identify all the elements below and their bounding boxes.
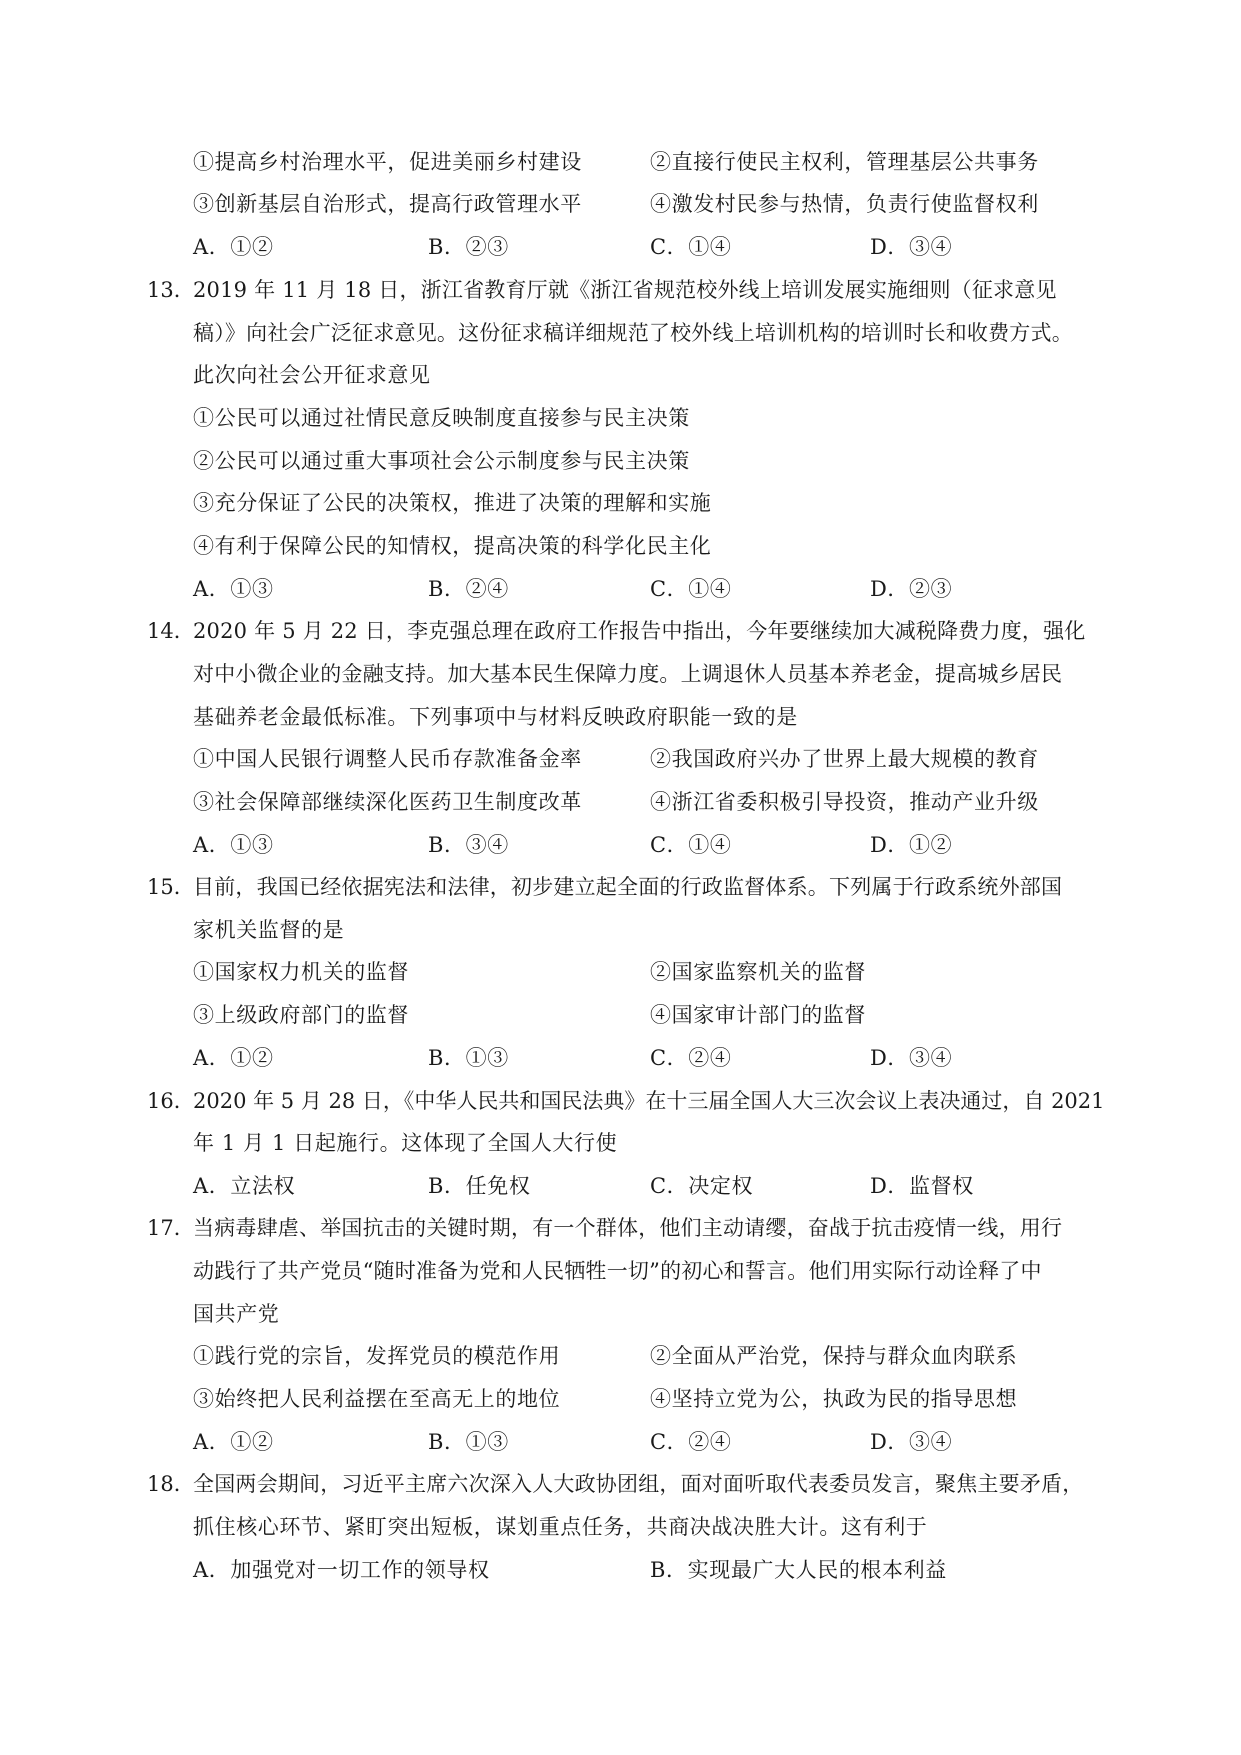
q15-stem-line-2: 家机关监督的是 xyxy=(193,918,345,942)
q12-option-c: C．①④ xyxy=(650,235,732,259)
q17-number: 17． xyxy=(147,1216,195,1240)
q13-statement-1: ①公民可以通过社情民意反映制度直接参与民主决策 xyxy=(193,406,690,430)
q14-option-d: D．①② xyxy=(870,833,953,857)
q13-option-d: D．②③ xyxy=(870,577,953,601)
q15-statement-2: ②国家监察机关的监督 xyxy=(650,960,866,984)
q13-statement-2: ②公民可以通过重大事项社会公示制度参与民主决策 xyxy=(193,449,690,473)
q18-stem-line-1: 全国两会期间，习近平主席六次深入人大政协团组，面对面听取代表委员发言，聚焦主要矛盾， xyxy=(193,1472,1084,1496)
q17-option-d: D．③④ xyxy=(870,1430,953,1454)
q18-option-b: B．实现最广大人民的根本利益 xyxy=(650,1558,947,1582)
q12-statement-1: ①提高乡村治理水平，促进美丽乡村建设 xyxy=(193,150,582,174)
q13-number: 13． xyxy=(147,278,195,302)
q17-stem-line-2: 动践行了共产党员“随时准备为党和人民牺牲一切”的初心和誓言。他们用实际行动诠释了中 xyxy=(193,1259,1042,1283)
q15-option-a: A．①② xyxy=(193,1046,274,1070)
q17-statement-1: ①践行党的宗旨，发挥党员的模范作用 xyxy=(193,1344,561,1368)
q18-option-a: A．加强党对一切工作的领导权 xyxy=(193,1558,490,1582)
q14-stem-line-3: 基础养老金最低标准。下列事项中与材料反映政府职能一致的是 xyxy=(193,705,798,729)
q15-option-b: B．①③ xyxy=(428,1046,509,1070)
q12-option-a: A．①② xyxy=(193,235,274,259)
q13-stem-line-3: 此次向社会公开征求意见 xyxy=(193,363,431,387)
q16-stem-line-1: 2020 年 5 月 28 日，《中华人民共和国民法典》在十三届全国人大三次会议上表决通过，自 2021 xyxy=(193,1089,1105,1113)
q17-statement-2: ②全面从严治党，保持与群众血肉联系 xyxy=(650,1344,1018,1368)
q15-stem-line-1: 目前，我国已经依据宪法和法律，初步建立起全面的行政监督体系。下列属于行政系统外部国 xyxy=(193,875,1063,899)
q15-statement-4: ④国家审计部门的监督 xyxy=(650,1003,866,1027)
q17-stem-line-1: 当病毒肆虐、举国抗击的关键时期，有一个群体，他们主动请缨，奋战于抗击疫情一线，用行 xyxy=(193,1216,1063,1240)
q14-option-a: A．①③ xyxy=(193,833,274,857)
q14-option-b: B．③④ xyxy=(428,833,509,857)
q17-stem-line-3: 国共产党 xyxy=(193,1302,280,1326)
q17-option-c: C．②④ xyxy=(650,1430,732,1454)
q17-statement-4: ④坚持立党为公，执政为民的指导思想 xyxy=(650,1387,1018,1411)
q15-number: 15． xyxy=(147,875,195,899)
q15-statement-1: ①国家权力机关的监督 xyxy=(193,960,409,984)
q13-option-b: B．②④ xyxy=(428,577,509,601)
q15-option-d: D．③④ xyxy=(870,1046,953,1070)
q12-statement-2: ②直接行使民主权利，管理基层公共事务 xyxy=(650,150,1039,174)
q16-option-b: B．任免权 xyxy=(428,1174,531,1198)
q15-statement-3: ③上级政府部门的监督 xyxy=(193,1003,409,1027)
q14-statement-3: ③社会保障部继续深化医药卫生制度改革 xyxy=(193,790,582,814)
q12-statement-4: ④激发村民参与热情，负责行使监督权利 xyxy=(650,192,1039,216)
q12-option-b: B．②③ xyxy=(428,235,509,259)
q16-option-c: C．决定权 xyxy=(650,1174,754,1198)
q14-statement-1: ①中国人民银行调整人民币存款准备金率 xyxy=(193,747,582,771)
q16-number: 16． xyxy=(147,1089,195,1113)
q14-statement-4: ④浙江省委积极引导投资，推动产业升级 xyxy=(650,790,1039,814)
q18-stem-line-2: 抓住核心环节、紧盯突出短板，谋划重点任务，共商决战决胜大计。这有利于 xyxy=(193,1515,928,1539)
q17-statement-3: ③始终把人民利益摆在至高无上的地位 xyxy=(193,1387,561,1411)
q13-statement-4: ④有利于保障公民的知情权，提高决策的科学化民主化 xyxy=(193,534,712,558)
q14-number: 14． xyxy=(147,619,195,643)
q15-option-c: C．②④ xyxy=(650,1046,732,1070)
q13-option-a: A．①③ xyxy=(193,577,274,601)
q18-number: 18． xyxy=(147,1472,195,1496)
q17-option-a: A．①② xyxy=(193,1430,274,1454)
q17-option-b: B．①③ xyxy=(428,1430,509,1454)
q14-option-c: C．①④ xyxy=(650,833,732,857)
q13-stem-line-1: 2019 年 11 月 18 日，浙江省教育厅就《浙江省规范校外线上培训发展实施细则（征求意见 xyxy=(193,278,1057,302)
q16-option-a: A．立法权 xyxy=(193,1174,296,1198)
q12-option-d: D．③④ xyxy=(870,235,953,259)
q16-option-d: D．监督权 xyxy=(870,1174,974,1198)
q13-statement-3: ③充分保证了公民的决策权，推进了决策的理解和实施 xyxy=(193,491,712,515)
q13-option-c: C．①④ xyxy=(650,577,732,601)
q12-statement-3: ③创新基层自治形式，提高行政管理水平 xyxy=(193,192,582,216)
q16-stem-line-2: 年 1 月 1 日起施行。这体现了全国人大行使 xyxy=(193,1131,618,1155)
q14-stem-line-1: 2020 年 5 月 22 日，李克强总理在政府工作报告中指出，今年要继续加大减税降费力度，强化 xyxy=(193,619,1086,643)
q14-stem-line-2: 对中小微企业的金融支持。加大基本民生保障力度。上调退休人员基本养老金，提高城乡居民 xyxy=(193,662,1063,686)
q14-statement-2: ②我国政府兴办了世界上最大规模的教育 xyxy=(650,747,1039,771)
q13-stem-line-2: 稿）》向社会广泛征求意见。这份征求稿详细规范了校外线上培训机构的培训时长和收费方式。 xyxy=(193,321,1073,345)
